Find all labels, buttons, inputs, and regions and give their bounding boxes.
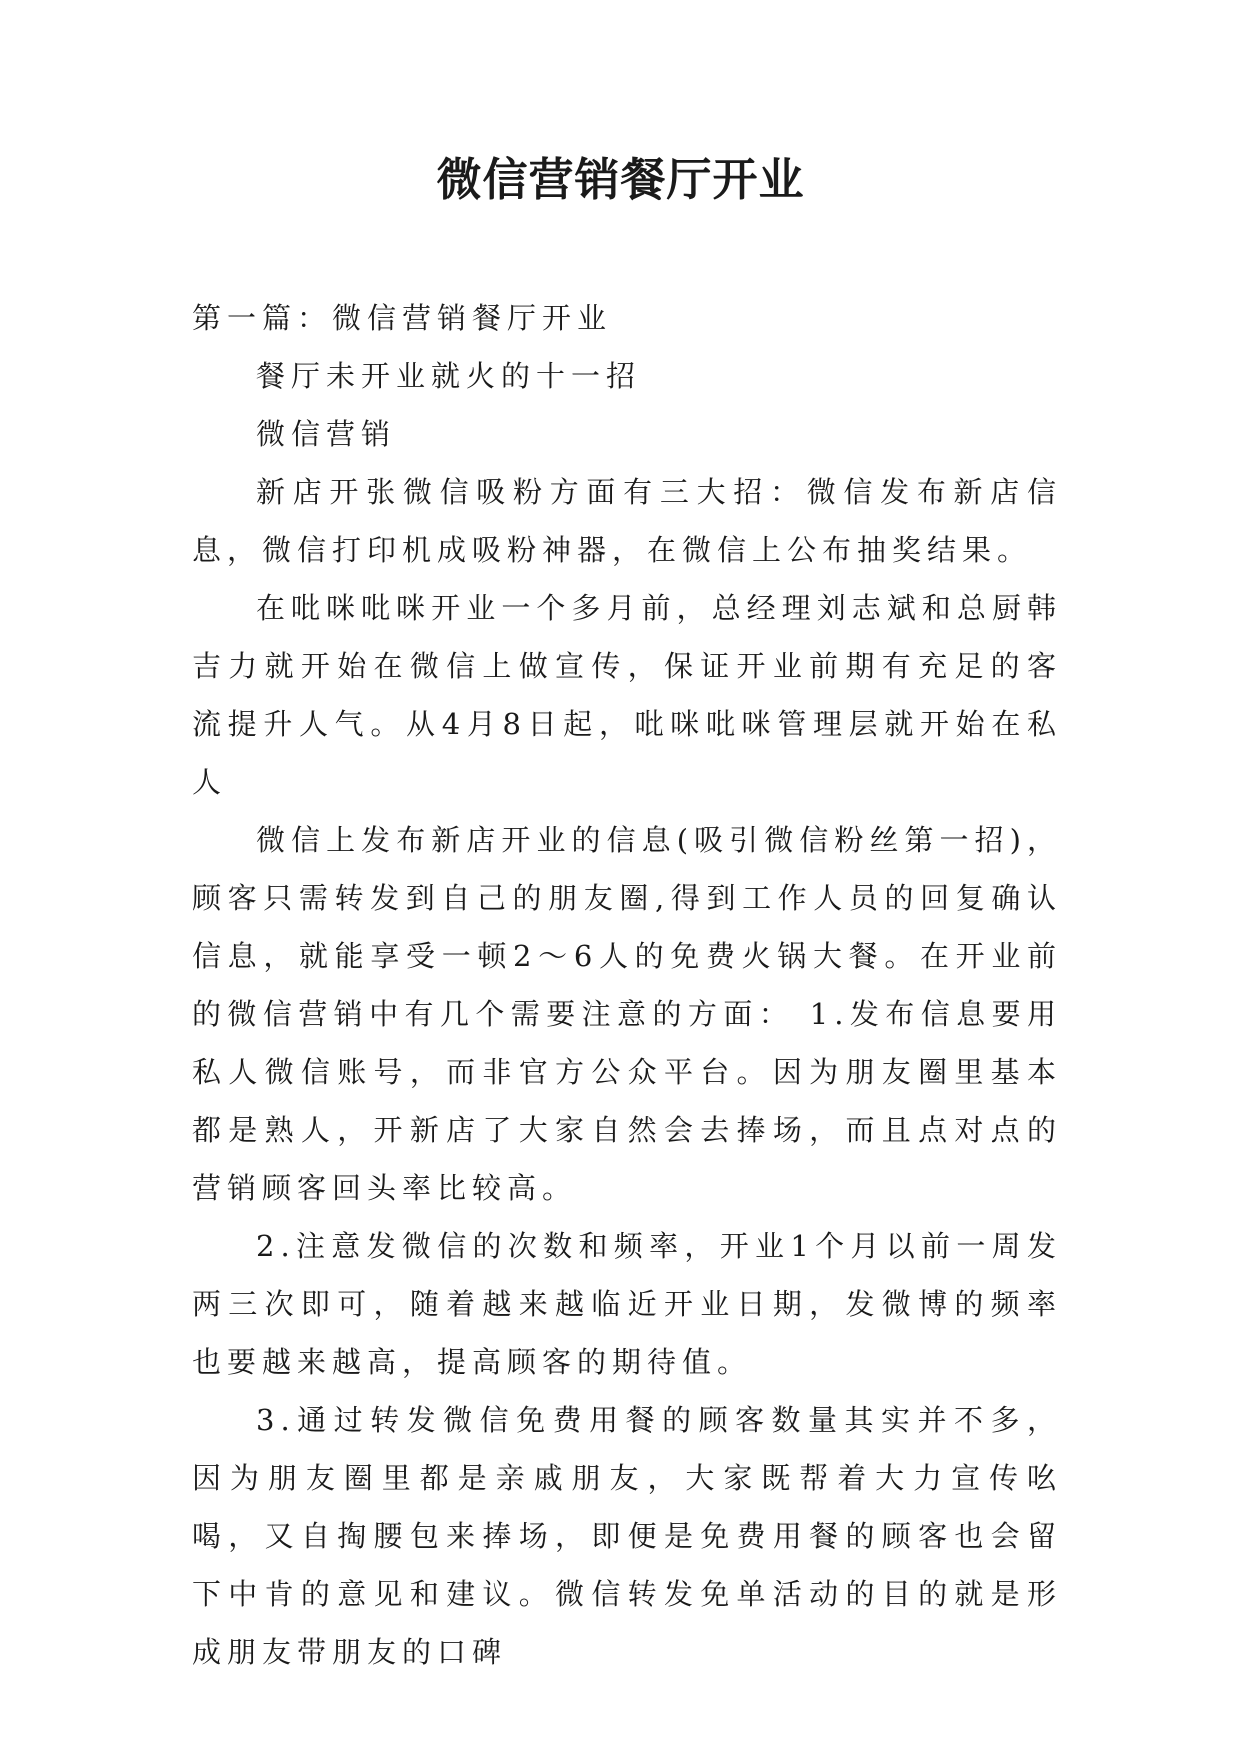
document-title: 微信营销餐厅开业 [436,153,805,206]
paragraph: 3.通过转发微信免费用餐的顾客数量其实并不多，因为朋友圈里都是亲戚朋友，大家既帮着大力宣传吆喝，又自掏腰包来捧场，即便是免费用餐的顾客也会留下中肯的意见和建议。微信转发免单活动的目的就是形成朋友带朋友的口碑 [192,1403,1062,1669]
paragraph: 微信营销 [256,417,397,451]
paragraph: 新店开张微信吸粉方面有三大招：微信发布新店信息，微信打印机成吸粉神器，在微信上公布抽奖结果。 [192,475,1062,567]
paragraph: 第一篇：微信营销餐厅开业 [192,301,613,335]
document-body [192,289,1062,1681]
paragraph: 餐厅未开业就火的十一招 [256,359,642,393]
paragraph: 微信上发布新店开业的信息(吸引微信粉丝第一招)，顾客只需转发到自己的朋友圈,得到工作人员的回复确认信息，就能享受一顿2～6人的免费火锅大餐。在开业前的微信营销中有几个需要注意的方面： 1.发布信息要用私人微信账号，而非官方公众平台。因为朋友圈里基本都是熟人，开新店了大家自然会去捧场，而且点对点的营销顾客回头率比较高。 [192,823,1062,1205]
paragraph: 在吡咪吡咪开业一个多月前，总经理刘志斌和总厨韩吉力就开始在微信上做宣传，保证开业前期有充足的客流提升人气。从4月8日起，吡咪吡咪管理层就开始在私人 [192,591,1062,799]
paragraph: 2.注意发微信的次数和频率，开业1个月以前一周发两三次即可，随着越来越临近开业日期，发微博的频率也要越来越高，提高顾客的期待值。 [192,1229,1062,1379]
